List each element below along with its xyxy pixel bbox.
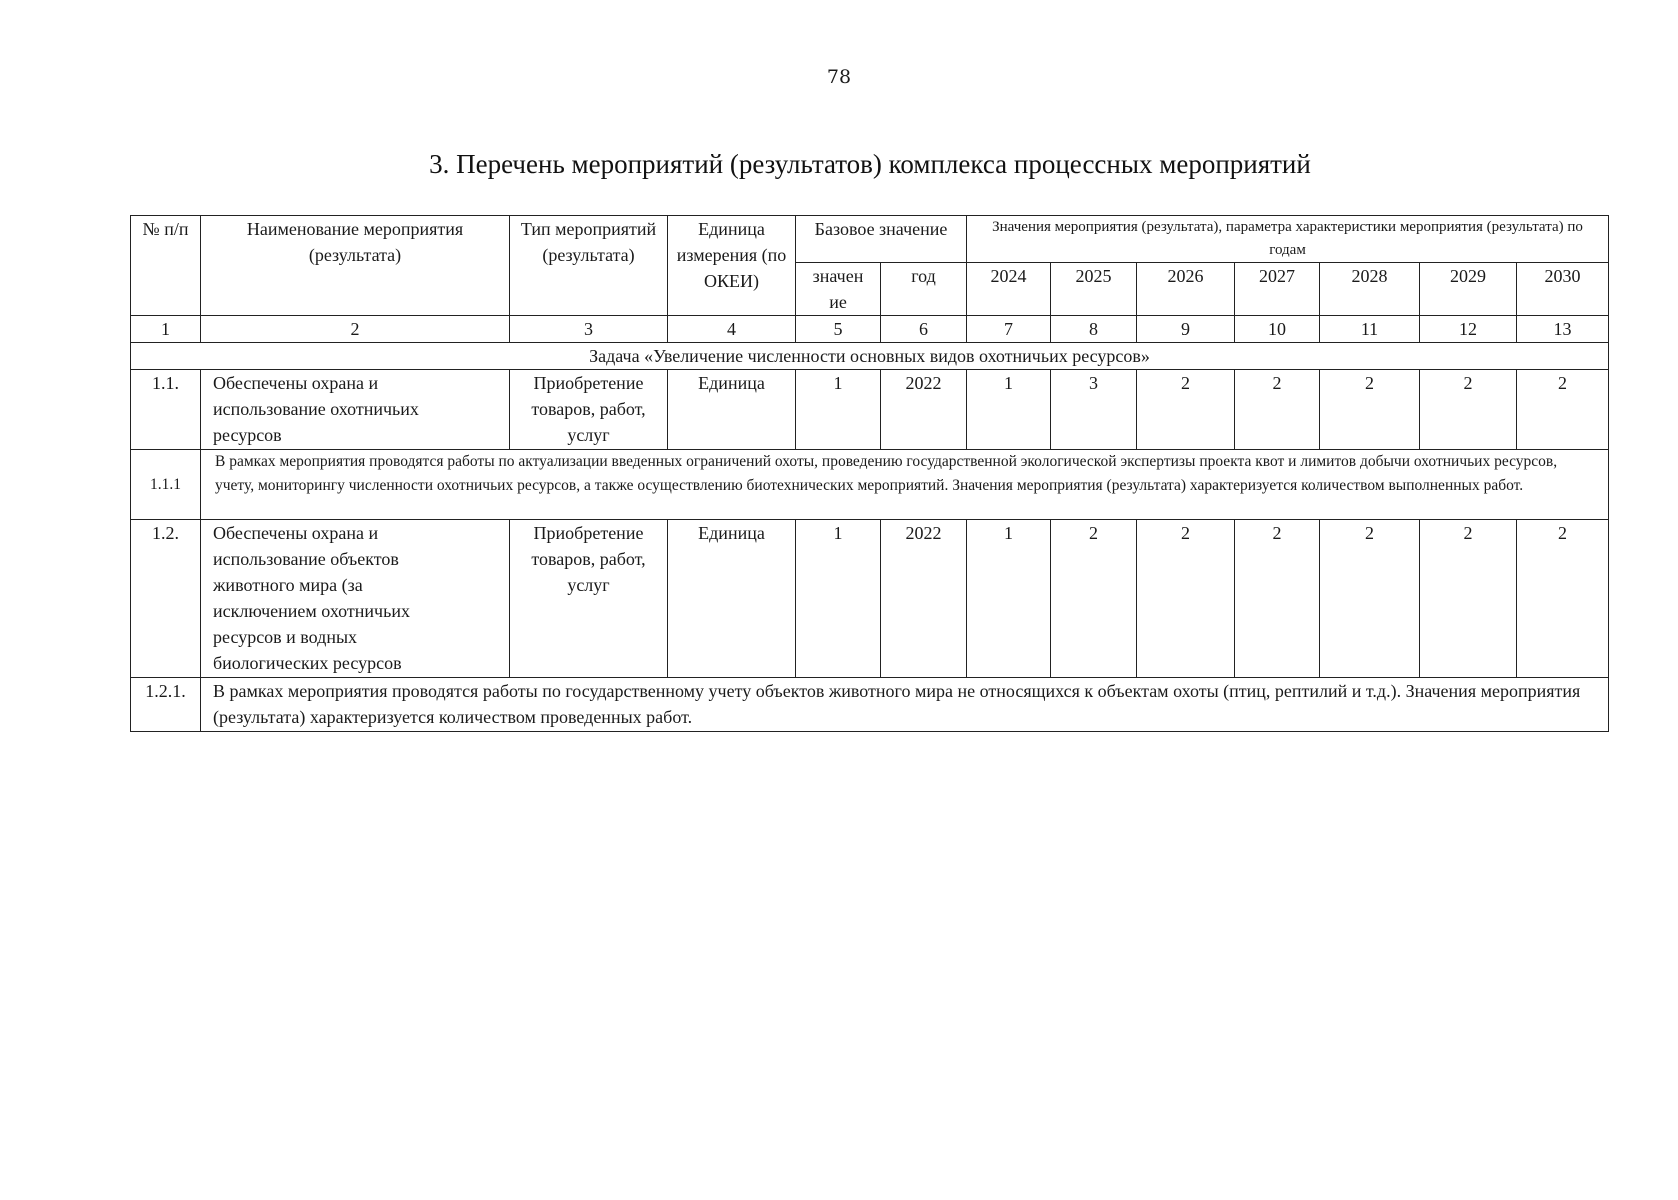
year-value: 1 xyxy=(967,520,1051,678)
note-number: 1.1.1 xyxy=(131,450,201,520)
measures-table xyxy=(130,215,1609,732)
row-number: 1.2. xyxy=(131,520,201,678)
measure-type: Приобретение товаров, работ, услуг xyxy=(510,520,668,678)
year-value: 2 xyxy=(1051,520,1137,678)
header-unit: Единица измерения (по ОКЕИ) xyxy=(668,216,796,316)
column-number: 13 xyxy=(1517,316,1609,343)
note-row xyxy=(131,678,1609,732)
header-base: Базовое значение xyxy=(796,216,967,263)
note-row xyxy=(131,450,1609,520)
column-number: 3 xyxy=(510,316,668,343)
task-title: Задача «Увеличение численности основных видов охотничьих ресурсов» xyxy=(131,343,1609,370)
year-value: 2 xyxy=(1320,520,1420,678)
header-year: 2025 xyxy=(1051,263,1137,316)
row-number: 1.1. xyxy=(131,370,201,450)
column-number: 10 xyxy=(1235,316,1320,343)
column-number: 5 xyxy=(796,316,881,343)
year-value: 2 xyxy=(1235,370,1320,450)
measure-name: Обеспечены охрана и использование охотничьих ресурсов xyxy=(201,370,510,450)
header-year: 2029 xyxy=(1420,263,1517,316)
year-value: 2 xyxy=(1320,370,1420,450)
column-number: 9 xyxy=(1137,316,1235,343)
year-value: 2 xyxy=(1420,520,1517,678)
column-numbers-row xyxy=(131,316,1609,343)
base-value: 1 xyxy=(796,520,881,678)
header-base-year: год xyxy=(881,263,967,316)
header-year: 2028 xyxy=(1320,263,1420,316)
measure-unit: Единица xyxy=(668,520,796,678)
header-row-1 xyxy=(131,216,1609,263)
year-value: 1 xyxy=(967,370,1051,450)
document-title: 3. Перечень мероприятий (результатов) комплекса процессных мероприятий xyxy=(429,149,1311,179)
column-number: 7 xyxy=(967,316,1051,343)
table-row xyxy=(131,520,1609,678)
column-number: 1 xyxy=(131,316,201,343)
page-number: 78 xyxy=(826,66,852,88)
note-text: В рамках мероприятия проводятся работы по государственному учету объектов животного мира не относящихся к объектам охоты (птиц, рептилий и т.д.). Значения мероприятия (результата) характеризуется количеством проведенных работ. xyxy=(201,678,1609,732)
header-values: Значения мероприятия (результата), параметра характеристики мероприятия (результата) по годам xyxy=(967,216,1609,263)
year-value: 2 xyxy=(1235,520,1320,678)
year-value: 2 xyxy=(1137,520,1235,678)
year-value: 2 xyxy=(1517,520,1609,678)
column-number: 8 xyxy=(1051,316,1137,343)
base-year: 2022 xyxy=(881,520,967,678)
header-num: № п/п xyxy=(131,216,201,316)
header-year: 2030 xyxy=(1517,263,1609,316)
measure-type: Приобретение товаров, работ, услуг xyxy=(510,370,668,450)
header-year: 2027 xyxy=(1235,263,1320,316)
base-value: 1 xyxy=(796,370,881,450)
year-value: 3 xyxy=(1051,370,1137,450)
year-value: 2 xyxy=(1517,370,1609,450)
header-name: Наименование мероприятия (результата) xyxy=(201,216,510,316)
note-text: В рамках мероприятия проводятся работы по актуализации введенных ограничений охоты, проведению государственной экологической экспертизы проекта квот и лимитов добычи охотничьих ресурсов, учету, мониторингу численности охотничьих ресурсов, а также осуществлению биотехнических мероприятий. Значения мероприятия (результата) характеризуется количеством выполненных работ. xyxy=(201,450,1609,520)
note-number: 1.2.1. xyxy=(131,678,201,732)
column-number: 4 xyxy=(668,316,796,343)
header-year: 2026 xyxy=(1137,263,1235,316)
header-year: 2024 xyxy=(967,263,1051,316)
header-base-value: значен ие xyxy=(796,263,881,316)
year-value: 2 xyxy=(1420,370,1517,450)
column-number: 12 xyxy=(1420,316,1517,343)
header-type: Тип мероприятий (результата) xyxy=(510,216,668,316)
measure-unit: Единица xyxy=(668,370,796,450)
table-row xyxy=(131,370,1609,450)
column-number: 6 xyxy=(881,316,967,343)
year-value: 2 xyxy=(1137,370,1235,450)
column-number: 2 xyxy=(201,316,510,343)
column-number: 11 xyxy=(1320,316,1420,343)
task-row xyxy=(131,343,1609,370)
measure-name: Обеспечены охрана и использование объектов животного мира (за исключением охотничьих ресурсов и водных биологических ресурсов xyxy=(201,520,510,678)
base-year: 2022 xyxy=(881,370,967,450)
